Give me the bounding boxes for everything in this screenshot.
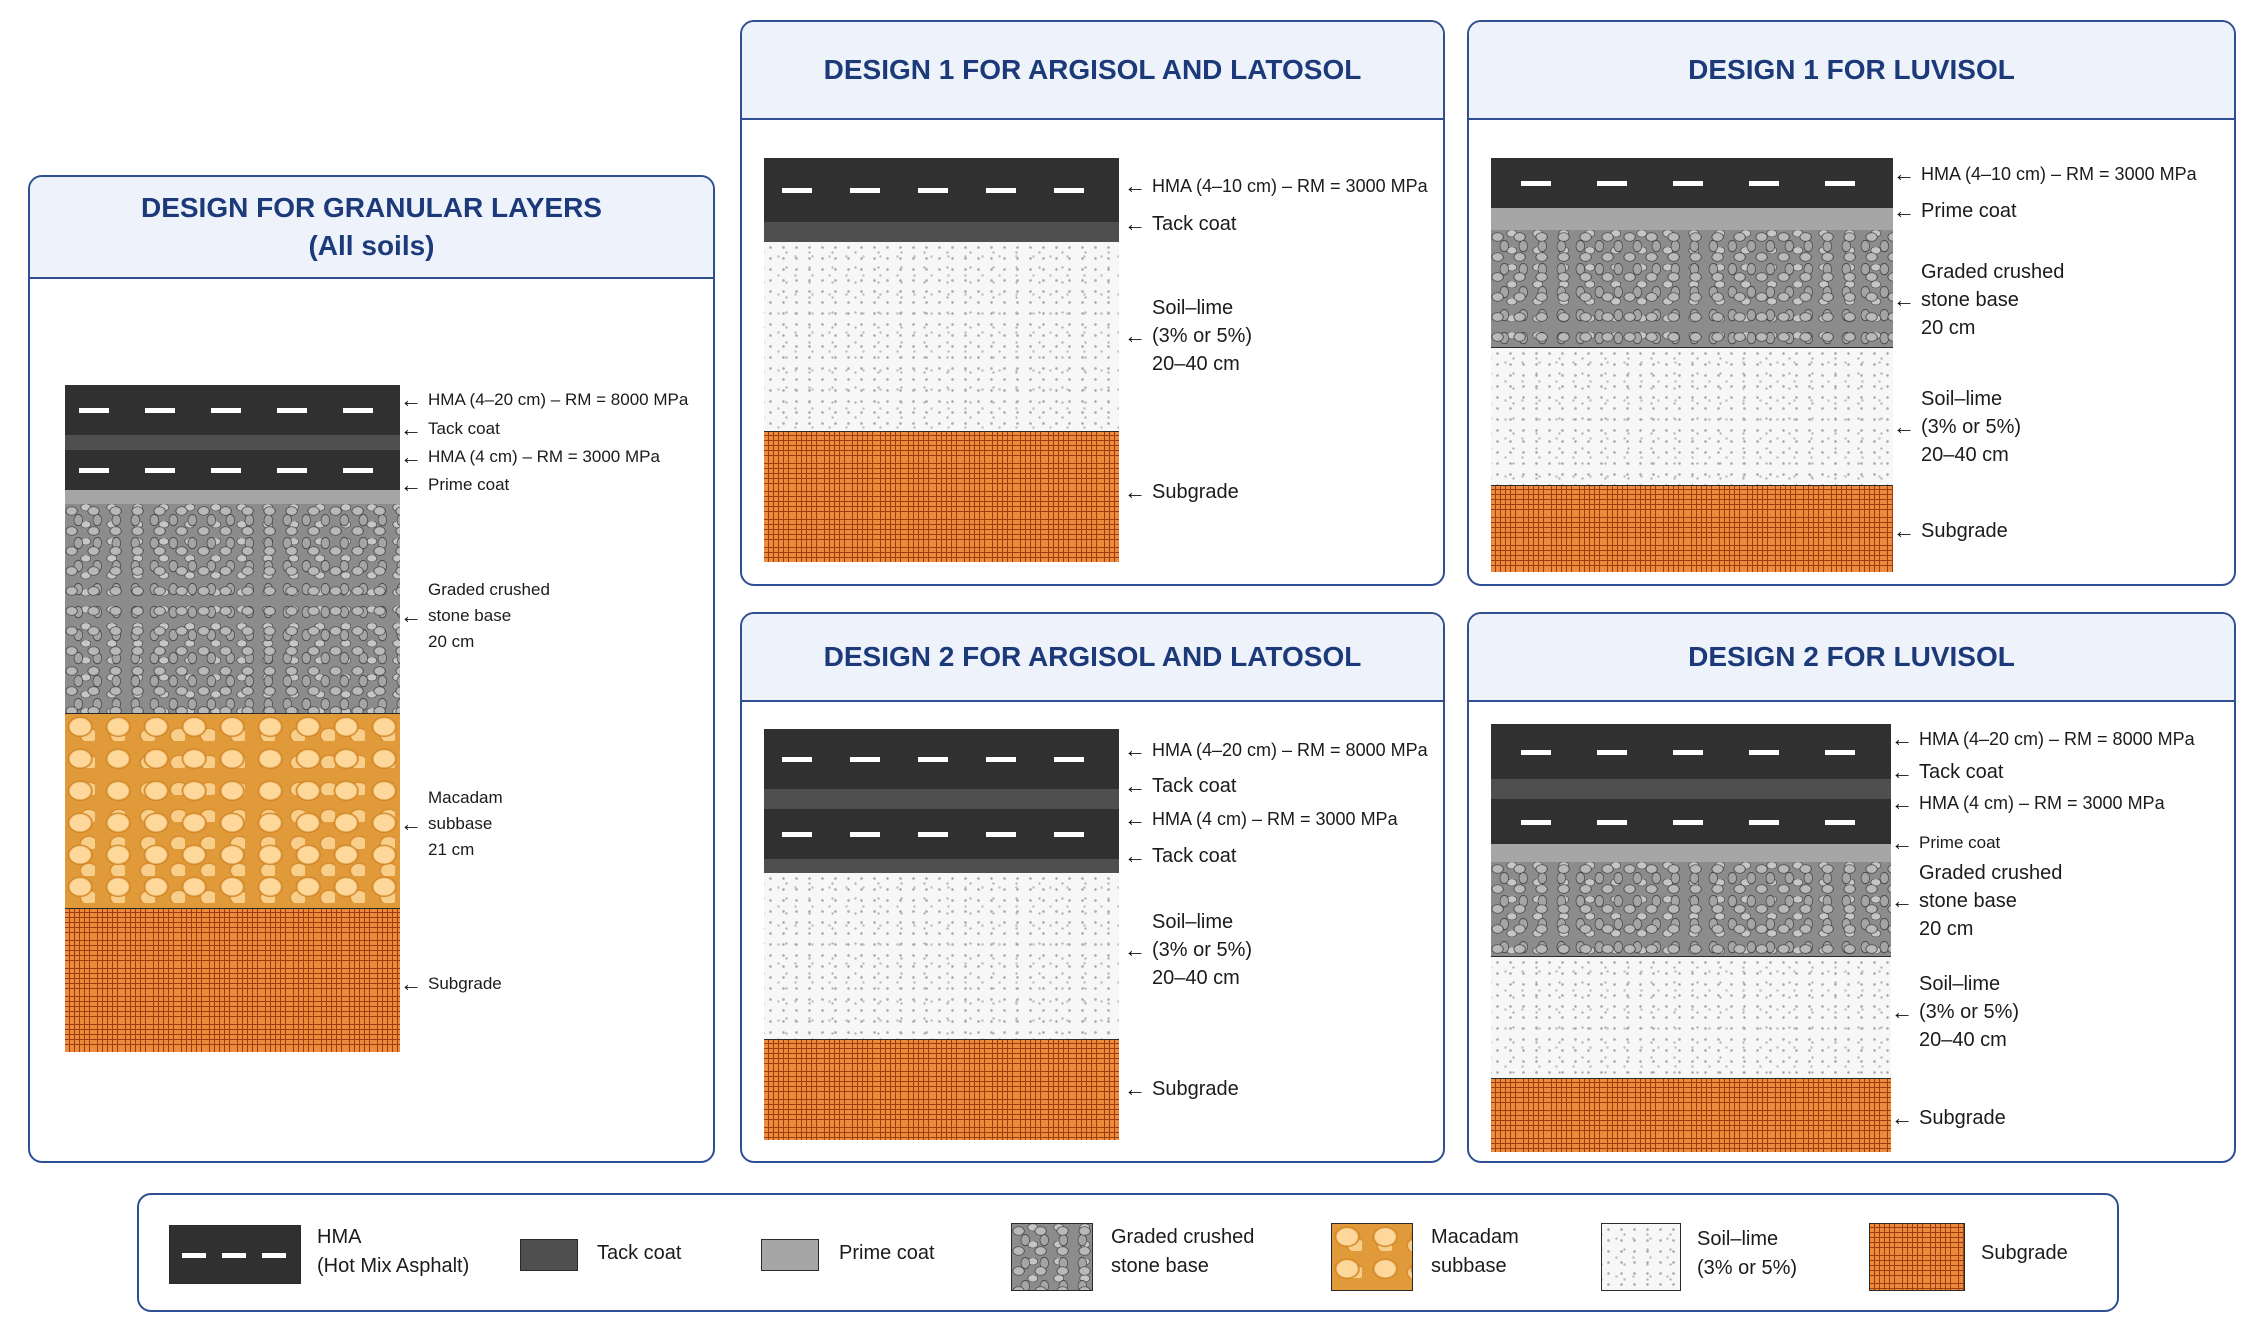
prime-coat-layer	[65, 490, 400, 504]
label-hma-top: ← HMA (4–20 cm) – RM = 8000 MPa	[1891, 726, 2195, 751]
label-tack-coat: ← Tack coat	[400, 416, 500, 441]
label-prime-coat: ← Prime coat	[1893, 198, 2017, 223]
label-hma-top: ← HMA (4–20 cm) – RM = 8000 MPa	[400, 387, 689, 412]
panel-design2-luvisol	[1467, 612, 2236, 1163]
macadam-layer	[65, 714, 400, 909]
pavement-cross-section	[65, 385, 400, 1052]
label-prime-coat: ← Prime coat	[1891, 830, 2001, 855]
panel-title: DESIGN 2 FOR ARGISOL AND LATOSOL	[823, 641, 1362, 672]
label-hma-low: ← HMA (4 cm) – RM = 3000 MPa	[1124, 806, 1398, 831]
hma-layer-low	[65, 450, 400, 490]
label-tack-coat-2: ← Tack coat	[1124, 843, 1237, 868]
label-crushed-stone: ← Graded crushed stone base 20 cm	[400, 580, 550, 651]
subgrade-layer	[1491, 486, 1893, 572]
label-crushed-stone: ← Graded crushed stone base 20 cm	[1891, 862, 2063, 940]
label-soil-lime: ← Soil–lime (3% or 5%) 20–40 cm	[1893, 388, 2022, 466]
label-subgrade: ← Subgrade	[1893, 518, 2008, 543]
soil-lime-layer	[1491, 957, 1891, 1079]
subgrade-layer	[1491, 1079, 1891, 1152]
legend-swatch-tack-coat	[520, 1239, 578, 1271]
label-hma: ← HMA (4–10 cm) – RM = 3000 MPa	[1893, 161, 2197, 186]
subgrade-layer	[65, 909, 400, 1052]
pavement-cross-section	[1491, 158, 1893, 572]
label-macadam: ← Macadam subbase 21 cm	[400, 788, 503, 859]
tack-coat-layer-1	[764, 789, 1119, 809]
label-tack-coat: ← Tack coat	[1124, 211, 1237, 236]
soil-lime-layer	[764, 242, 1119, 432]
hma-layer-top	[65, 385, 400, 435]
panel-title: DESIGN FOR GRANULAR LAYERS	[140, 192, 602, 223]
panel-title: DESIGN 2 FOR LUVISOL	[1688, 641, 2015, 672]
legend-label-crushed-stone: Graded crushed stone base	[1111, 1226, 1255, 1277]
crushed-stone-layer	[1491, 862, 1891, 957]
tack-coat-layer	[764, 222, 1119, 242]
panel-header	[1469, 22, 2234, 120]
legend-label-hma: HMA (Hot Mix Asphalt)	[317, 1226, 470, 1277]
legend-swatch-soil-lime	[1601, 1223, 1681, 1291]
hma-layer	[1491, 158, 1893, 208]
hma-layer-top	[1491, 724, 1891, 779]
label-soil-lime: ← Soil–lime (3% or 5%) 20–40 cm	[1891, 973, 2020, 1051]
label-prime-coat: ← Prime coat	[400, 472, 510, 497]
label-tack-coat-1: ← Tack coat	[1124, 773, 1237, 798]
pavement-cross-section	[764, 158, 1119, 562]
legend-label-subgrade: Subgrade	[1981, 1242, 2068, 1264]
label-hma: ← HMA (4–10 cm) – RM = 3000 MPa	[1124, 173, 1428, 198]
legend-label-prime-coat: Prime coat	[839, 1242, 935, 1264]
panel-header	[30, 177, 713, 279]
pavement-cross-section	[764, 729, 1119, 1140]
prime-coat-layer	[1491, 208, 1893, 230]
hma-layer	[764, 158, 1119, 222]
label-hma-low: ← HMA (4 cm) – RM = 3000 MPa	[400, 444, 660, 469]
crushed-stone-layer	[65, 504, 400, 714]
panel-header	[742, 22, 1443, 120]
label-subgrade: ← Subgrade	[1124, 479, 1239, 504]
legend-swatch-hma	[169, 1225, 301, 1284]
panel-design1-argisol-latosol	[740, 20, 1445, 586]
label-subgrade: ← Subgrade	[1124, 1076, 1239, 1101]
hma-layer-low	[1491, 799, 1891, 844]
tack-coat-layer	[65, 435, 400, 450]
legend	[137, 1193, 2119, 1312]
legend-label-soil-lime: Soil–lime (3% or 5%)	[1697, 1228, 1798, 1279]
legend-swatch-crushed-stone	[1011, 1223, 1093, 1291]
label-soil-lime: ← Soil–lime (3% or 5%) 20–40 cm	[1124, 911, 1253, 989]
soil-lime-layer	[1491, 348, 1893, 486]
panel-header	[742, 614, 1443, 702]
hma-layer-low	[764, 809, 1119, 859]
legend-swatch-prime-coat	[761, 1239, 819, 1271]
legend-label-macadam: Macadam subbase	[1431, 1226, 1519, 1277]
prime-coat-layer	[1491, 844, 1891, 862]
label-tack-coat: ← Tack coat	[1891, 759, 2004, 784]
label-soil-lime: ← Soil–lime (3% or 5%) 20–40 cm	[1124, 297, 1253, 375]
panel-title: DESIGN 1 FOR LUVISOL	[1688, 54, 2015, 85]
label-hma-top: ← HMA (4–20 cm) – RM = 8000 MPa	[1124, 737, 1428, 762]
legend-label-tack-coat: Tack coat	[597, 1242, 682, 1264]
hma-layer-top	[764, 729, 1119, 789]
panel-design1-luvisol	[1467, 20, 2236, 586]
label-subgrade: ← Subgrade	[400, 971, 502, 996]
legend-swatch-subgrade	[1869, 1223, 1965, 1291]
pavement-cross-section	[1491, 724, 1891, 1152]
crushed-stone-layer	[1491, 230, 1893, 348]
panel-header	[1469, 614, 2234, 702]
legend-swatch-macadam	[1331, 1223, 1413, 1291]
tack-coat-layer-2	[764, 859, 1119, 873]
subgrade-layer	[764, 1040, 1119, 1140]
label-subgrade: ← Subgrade	[1891, 1105, 2006, 1130]
subgrade-layer	[764, 432, 1119, 562]
panel-title: DESIGN 1 FOR ARGISOL AND LATOSOL	[823, 54, 1362, 85]
panel-granular-layers	[28, 175, 715, 1163]
label-crushed-stone: ← Graded crushed stone base 20 cm	[1893, 261, 2065, 339]
panel-subtitle: (All soils)	[308, 230, 435, 261]
label-hma-low: ← HMA (4 cm) – RM = 3000 MPa	[1891, 790, 2165, 815]
tack-coat-layer	[1491, 779, 1891, 799]
soil-lime-layer	[764, 873, 1119, 1040]
panel-design2-argisol-latosol	[740, 612, 1445, 1163]
